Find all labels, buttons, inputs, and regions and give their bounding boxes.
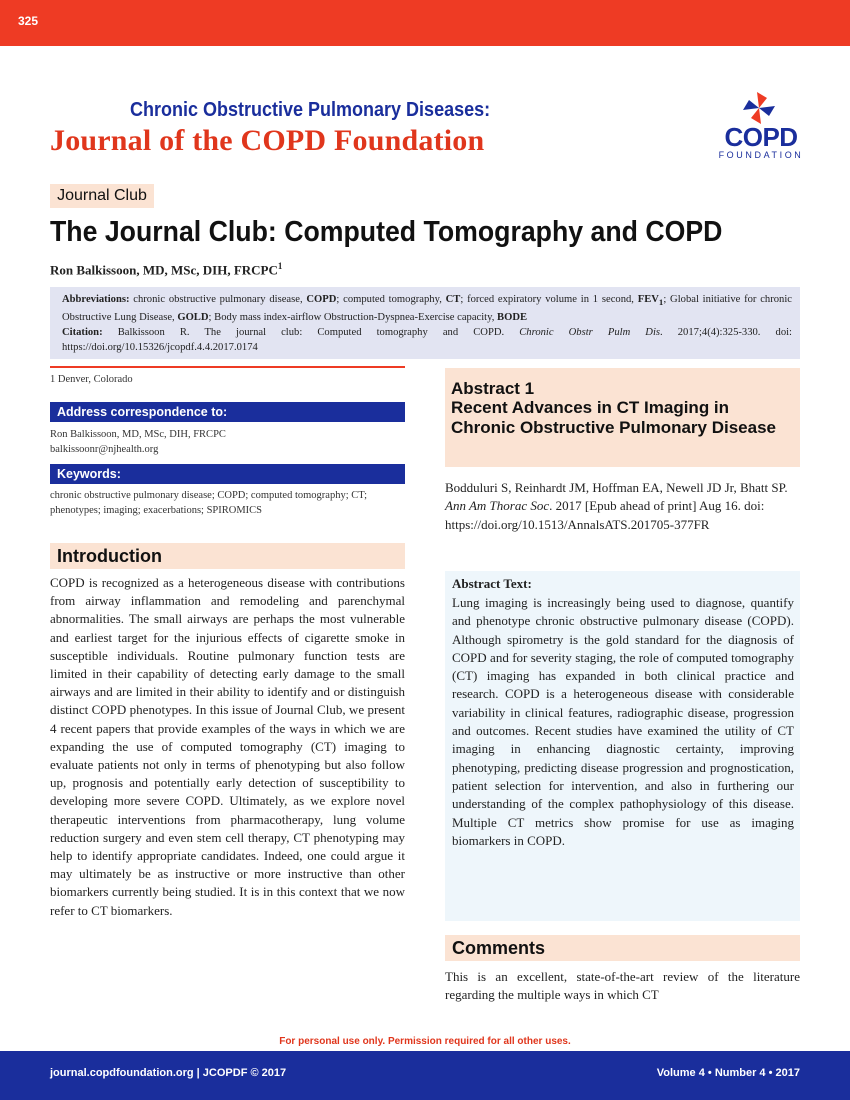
abbr-ct: CT	[445, 294, 461, 305]
abstract-citation-doi[interactable]: . 2017 [Epub ahead of print] Aug 16. doi: https://doi.org/10.1513/AnnalsATS.201705-377FR	[445, 498, 765, 532]
footer-separator: |	[193, 1067, 203, 1079]
abbr-copd: COPD	[306, 294, 337, 305]
abbreviations-text	[62, 292, 792, 355]
footer-left	[50, 1067, 286, 1079]
abstract-title	[451, 379, 791, 437]
logo-subtext: FOUNDATION	[718, 150, 804, 160]
abbr-text-2: ; computed tomography,	[336, 294, 446, 305]
abstract-citation	[445, 479, 800, 534]
abbr-text-4: ; Global initiative for chronic Obstructive Lung Disease,	[62, 294, 792, 324]
abstract-heading: Recent Advances in CT Imaging in Chronic Obstructive Pulmonary Disease	[451, 398, 776, 437]
abbreviations-label: Abbreviations:	[62, 294, 130, 305]
citation-doi[interactable]: . 2017;4(4):325-330. doi: https://doi.org/10.15326/jcopdf.4.4.2017.0174	[62, 327, 793, 354]
abbr-fev	[637, 294, 664, 308]
citation-authors: Bodduluri S, Reinhardt JM, Hoffman EA, Newell JD Jr, Bhatt SP.	[445, 480, 788, 495]
address-email[interactable]: balkissoonr@njhealth.org	[50, 444, 159, 455]
citation-label: Citation:	[62, 327, 103, 339]
address-name: Ron Balkissoon, MD, MSc, DIH, FRCPC	[50, 429, 226, 440]
abbr-text-1: chronic obstructive pulmonary disease,	[129, 294, 307, 305]
copd-pinwheel-logo-icon	[739, 90, 779, 126]
abbr-text-3: ; forced expiratory volume in 1 second,	[460, 294, 638, 305]
citation-text: Balkissoon R. The journal club: Computed tomography and COPD.	[102, 327, 520, 339]
introduction-text: COPD is recognized as a heterogeneous disease with contributions from airway inflammation and remodeling and parenchymal abnormalities. The small airways are perhaps the most vulnerable and earliest target for the injurious effects of cigarette smoke in susceptible individuals. Routine pulmonary function tests are limited in their capability of detecting early damage to the small airways and are limited in their ability to identify and or distinguish distinct COPD phenotypes. In this issue of Journal Club, we present 4 recent papers that provide examples of the ways in which we are expanding the use of computed tomography (CT) imaging to evaluate patients not only in terms of phenotyping but also follow up, prognosis and potentially early detection of susceptibility to developing more severe COPD. Ultimately, as we explore novel therapeutic interventions from pharmacotherapy, lung volume reduction surgery and even stem cell therapy, CT phenotyping may help to identify appropriate candidates. Indeed, one could argue it may ultimately be as instructive or more instructive than other biomarkers currently being studied. It is in this context that we now refer to CT biomarkers.	[50, 575, 405, 918]
comments-header: Comments	[445, 935, 800, 961]
section-tag: Journal Club	[50, 184, 154, 208]
journal-title: Journal of the COPD Foundation	[50, 124, 485, 157]
author-name: Ron Balkissoon, MD, MSc, DIH, FRCPC	[50, 262, 278, 278]
abbr-bode: BODE	[497, 312, 528, 324]
footer-volume: Volume 4 • Number 4 • 2017	[656, 1067, 800, 1079]
footer-copyright: JCOPDF © 2017	[202, 1067, 287, 1079]
article-title: The Journal Club: Computed Tomography and COPD	[50, 216, 723, 248]
author-line	[50, 261, 282, 278]
abbr-fev-sub: 1	[658, 297, 664, 308]
author-affiliation-mark: 1	[277, 261, 283, 271]
logo-wordmark: COPD	[724, 122, 798, 152]
abstract-text: Lung imaging is increasingly being used to diagnose, quantify and phenotype chronic obstructive pulmonary disease (COPD). Although spirometry is the gold standard for the diagnosis of COPD and for severity staging, the role of computed tomography (CT) imaging has expanded in both clinical practice and research. COPD is a heterogeneous disease with considerable variability in clinical features, radiographic disease, progression and outcomes. Recent studies have examined the utility of CT imaging in enhancing diagnostic certainty, improving phenotyping, predicting disease progression and prognostication, patient selection for intervention, and also in furthering our understanding of the complex pathophysiology of this disease. Multiple CT metrics show promise for use as imaging biomarkers in COPD.	[452, 595, 794, 848]
introduction-header: Introduction	[50, 543, 405, 569]
top-bar	[0, 0, 850, 46]
usage-note: For personal use only. Permission required for all other uses.	[279, 1036, 571, 1047]
citation-journal: Chronic Obstr Pulm Dis	[519, 327, 661, 339]
affiliation: 1 Denver, Colorado	[50, 374, 133, 385]
page-number: 325	[18, 14, 39, 28]
abstract-citation-journal: Ann Am Thorac Soc	[445, 498, 550, 514]
journal-subtitle: Chronic Obstructive Pulmonary Diseases:	[130, 99, 491, 121]
abbr-text-5: ; Body mass index-airflow Obstruction-Dyspnea-Exercise capacity,	[208, 312, 498, 324]
abstract-number: Abstract 1	[451, 379, 535, 398]
address-header: Address correspondence to:	[50, 402, 405, 422]
abbr-fev-text: FEV	[637, 294, 659, 305]
keywords-text: chronic obstructive pulmonary disease; COPD; computed tomography; CT; phenotypes; imaging; exacerbations; SPIROMICS	[50, 490, 367, 516]
footer-url[interactable]: journal.copdfoundation.org	[50, 1067, 194, 1079]
abbr-gold: GOLD	[177, 312, 209, 324]
abstract-text-label: Abstract Text:	[452, 576, 532, 591]
keywords-header: Keywords:	[50, 464, 405, 484]
affiliation-rule	[50, 366, 405, 368]
comments-text: This is an excellent, state-of-the-art review of the literature regarding the multiple ways in which CT	[445, 969, 800, 1003]
